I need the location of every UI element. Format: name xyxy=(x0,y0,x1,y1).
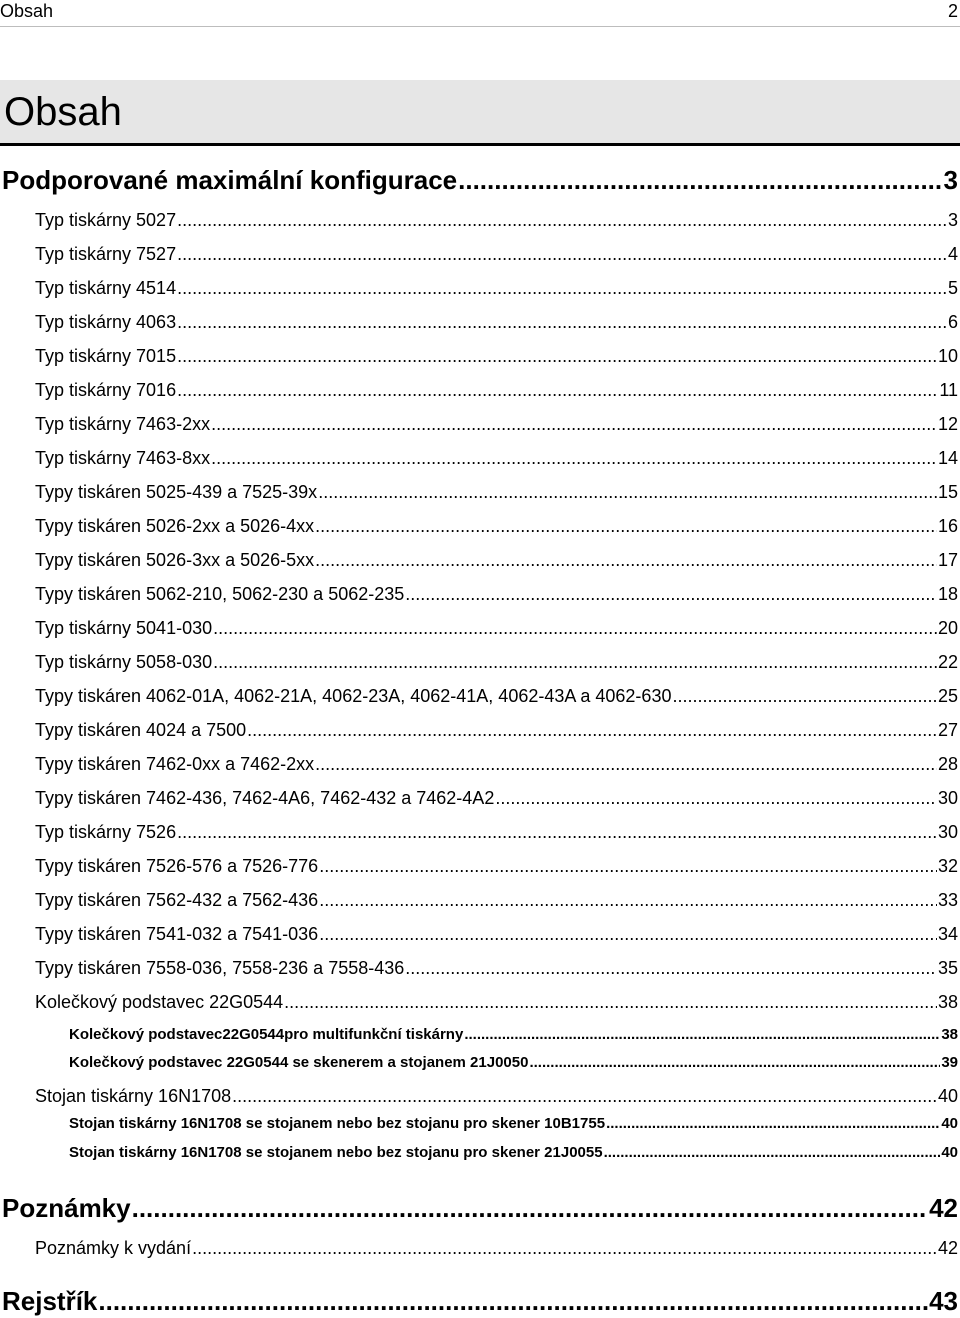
toc-entry-page: 20 xyxy=(937,618,958,638)
toc-leader xyxy=(315,547,937,573)
toc-entry-text: Poznámky xyxy=(2,1193,131,1223)
toc-leader xyxy=(177,275,947,301)
toc-entry[interactable] xyxy=(0,1024,960,1046)
toc-entry[interactable] xyxy=(0,921,960,947)
toc-leader xyxy=(529,1052,940,1074)
toc-entry-page: 12 xyxy=(937,414,958,434)
toc-entry[interactable] xyxy=(0,1142,960,1164)
toc-entry-page: 38 xyxy=(937,992,958,1012)
toc-leader xyxy=(177,241,947,267)
toc-entry-text: Typy tiskáren 7526-576 a 7526-776 xyxy=(35,856,319,876)
toc-entry[interactable] xyxy=(0,649,960,675)
toc-leader xyxy=(177,309,947,335)
toc-entry-text: Typy tiskáren 5025-439 a 7525-39x xyxy=(35,482,318,502)
toc-leader xyxy=(213,615,937,641)
toc-entry-text: Typ tiskárny 4514 xyxy=(35,278,177,298)
toc-entry-page: 22 xyxy=(937,652,958,672)
header-divider xyxy=(0,26,960,27)
toc-leader xyxy=(192,1235,937,1261)
toc-entry-page: 15 xyxy=(937,482,958,502)
toc-entry[interactable] xyxy=(0,1052,960,1074)
toc-leader xyxy=(232,1083,937,1109)
toc-entry[interactable] xyxy=(0,581,960,607)
toc-entry-text: Typy tiskáren 4062-01A, 4062-21A, 4062-23A, 4062-41A, 4062-43A a 4062-630 xyxy=(35,686,672,706)
toc-leader xyxy=(177,819,937,845)
toc-entry-page: 34 xyxy=(937,924,958,944)
toc-entry-text: Rejstřík xyxy=(2,1286,98,1316)
toc-entry-page: 30 xyxy=(937,788,958,808)
toc-entry-text: Typy tiskáren 7558-036, 7558-236 a 7558-436 xyxy=(35,958,405,978)
toc-entry-page: 14 xyxy=(937,448,958,468)
toc-entry-text: Kolečkový podstavec22G0544pro multifunkční tiskárny xyxy=(69,1026,464,1043)
header-section-title: Obsah xyxy=(0,1,54,21)
toc-entry-text: Typy tiskáren 7562-432 a 7562-436 xyxy=(35,890,319,910)
toc-leader xyxy=(177,207,947,233)
toc-entry-text: Typy tiskáren 4024 a 7500 xyxy=(35,720,247,740)
toc-entry[interactable] xyxy=(0,377,960,403)
toc-entry-page: 25 xyxy=(937,686,958,706)
header-page-number: 2 xyxy=(947,1,958,21)
toc-entry-page: 10 xyxy=(937,346,958,366)
toc-entry-text: Typy tiskáren 7462-0xx a 7462-2xx xyxy=(35,754,315,774)
toc-entry-page: 40 xyxy=(937,1086,958,1106)
toc-entry[interactable] xyxy=(0,819,960,845)
toc-entry[interactable] xyxy=(0,241,960,267)
toc-entry[interactable] xyxy=(0,1083,960,1109)
toc-leader xyxy=(211,445,937,471)
toc-entry-page: 16 xyxy=(937,516,958,536)
toc-entry[interactable] xyxy=(0,1113,960,1135)
toc-entry-text: Typ tiskárny 7526 xyxy=(35,822,177,842)
toc-leader xyxy=(405,955,937,981)
toc-leader xyxy=(132,1192,928,1224)
toc-leader xyxy=(213,649,937,675)
toc-entry-page: 18 xyxy=(937,584,958,604)
toc-entry-text: Typ tiskárny 5027 xyxy=(35,210,177,230)
toc-entry-text: Stojan tiskárny 16N1708 xyxy=(35,1086,232,1106)
running-header xyxy=(0,0,960,22)
toc-leader xyxy=(284,989,937,1015)
toc-entry-page: 40 xyxy=(941,1144,958,1161)
toc-entry-page: 3 xyxy=(943,165,958,195)
toc-entry[interactable] xyxy=(0,751,960,777)
toc-entry-page: 6 xyxy=(947,312,958,332)
toc-entry[interactable] xyxy=(0,275,960,301)
toc-leader xyxy=(319,887,937,913)
toc-leader xyxy=(319,853,937,879)
toc-leader xyxy=(458,164,942,196)
toc-entry-page: 42 xyxy=(937,1238,958,1258)
toc-leader xyxy=(405,581,937,607)
toc-entry[interactable] xyxy=(0,615,960,641)
toc-entry-text: Typ tiskárny 7016 xyxy=(35,380,177,400)
toc-entry-page: 35 xyxy=(937,958,958,978)
toc-leader xyxy=(315,751,937,777)
toc-entry[interactable] xyxy=(0,309,960,335)
toc-entry[interactable] xyxy=(0,164,960,196)
page-title: Obsah xyxy=(4,90,122,134)
toc-entry-text: Typy tiskáren 5026-2xx a 5026-4xx xyxy=(35,516,315,536)
toc-entry-text: Typ tiskárny 7527 xyxy=(35,244,177,264)
toc-entry-page: 5 xyxy=(947,278,958,298)
toc-entry-page: 32 xyxy=(937,856,958,876)
toc-entry-page: 30 xyxy=(937,822,958,842)
toc-leader xyxy=(464,1024,940,1046)
toc-entry-text: Stojan tiskárny 16N1708 se stojanem nebo bez stojanu pro skener 21J0055 xyxy=(69,1144,603,1161)
title-band xyxy=(0,80,960,146)
toc-entry[interactable] xyxy=(0,547,960,573)
toc-entry-text: Podporované maximální konfigurace xyxy=(2,165,458,195)
toc-leader xyxy=(98,1285,928,1317)
toc-entry-text: Typ tiskárny 4063 xyxy=(35,312,177,332)
toc-entry-page: 40 xyxy=(941,1115,958,1132)
toc-entry[interactable] xyxy=(0,343,960,369)
toc-entry[interactable] xyxy=(0,853,960,879)
toc-leader xyxy=(672,683,937,709)
toc-entry-page: 17 xyxy=(937,550,958,570)
toc-entry-page: 11 xyxy=(939,380,958,400)
toc-entry-page: 27 xyxy=(937,720,958,740)
toc-entry-page: 43 xyxy=(929,1286,958,1316)
toc-leader xyxy=(247,717,937,743)
toc-leader xyxy=(177,343,937,369)
toc-entry[interactable] xyxy=(0,1285,960,1317)
toc-entry[interactable] xyxy=(0,717,960,743)
toc-entry-text: Typy tiskáren 7541-032 a 7541-036 xyxy=(35,924,319,944)
toc-entry-text: Stojan tiskárny 16N1708 se stojanem nebo bez stojanu pro skener 10B1755 xyxy=(69,1115,606,1132)
toc-entry-page: 42 xyxy=(929,1193,958,1223)
toc-entry[interactable] xyxy=(0,411,960,437)
toc-entry-text: Typy tiskáren 5026-3xx a 5026-5xx xyxy=(35,550,315,570)
toc-leader xyxy=(604,1142,941,1164)
toc-leader xyxy=(318,479,937,505)
toc-leader xyxy=(319,921,937,947)
toc-entry-text: Kolečkový podstavec 22G0544 se skenerem a stojanem 21J0050 xyxy=(69,1054,529,1071)
toc-entry-text: Typ tiskárny 7015 xyxy=(35,346,177,366)
toc-entry-text: Typy tiskáren 7462-436, 7462-4A6, 7462-432 a 7462-4A2 xyxy=(35,788,495,808)
toc-entry-page: 28 xyxy=(937,754,958,774)
toc-entry[interactable] xyxy=(0,683,960,709)
toc-entry[interactable] xyxy=(0,989,960,1015)
toc-leader xyxy=(495,785,937,811)
toc-entry-text: Typ tiskárny 7463-2xx xyxy=(35,414,211,434)
toc-leader xyxy=(177,377,938,403)
toc-entry[interactable] xyxy=(0,207,960,233)
toc-entry[interactable] xyxy=(0,445,960,471)
toc-leader xyxy=(211,411,937,437)
toc-entry[interactable] xyxy=(0,1192,960,1224)
toc-entry-page: 4 xyxy=(947,244,958,264)
toc-leader xyxy=(315,513,937,539)
toc-entry-page: 33 xyxy=(937,890,958,910)
toc-entry-text: Typy tiskáren 5062-210, 5062-230 a 5062-235 xyxy=(35,584,405,604)
toc-entry-text: Typ tiskárny 7463-8xx xyxy=(35,448,211,468)
toc-entry-page: 39 xyxy=(941,1054,958,1071)
toc-entry-page: 3 xyxy=(947,210,958,230)
toc-entry-text: Typ tiskárny 5041-030 xyxy=(35,618,213,638)
toc-leader xyxy=(606,1113,940,1135)
toc-entry-page: 38 xyxy=(941,1026,958,1043)
toc-entry-text: Typ tiskárny 5058-030 xyxy=(35,652,213,672)
toc-entry[interactable] xyxy=(0,479,960,505)
toc-entry[interactable] xyxy=(0,955,960,981)
toc-entry[interactable] xyxy=(0,1235,960,1261)
toc-entry-text: Kolečkový podstavec 22G0544 xyxy=(35,992,284,1012)
toc-entry[interactable] xyxy=(0,513,960,539)
toc-entry-text: Poznámky k vydání xyxy=(35,1238,192,1258)
toc-entry[interactable] xyxy=(0,785,960,811)
toc-entry[interactable] xyxy=(0,887,960,913)
